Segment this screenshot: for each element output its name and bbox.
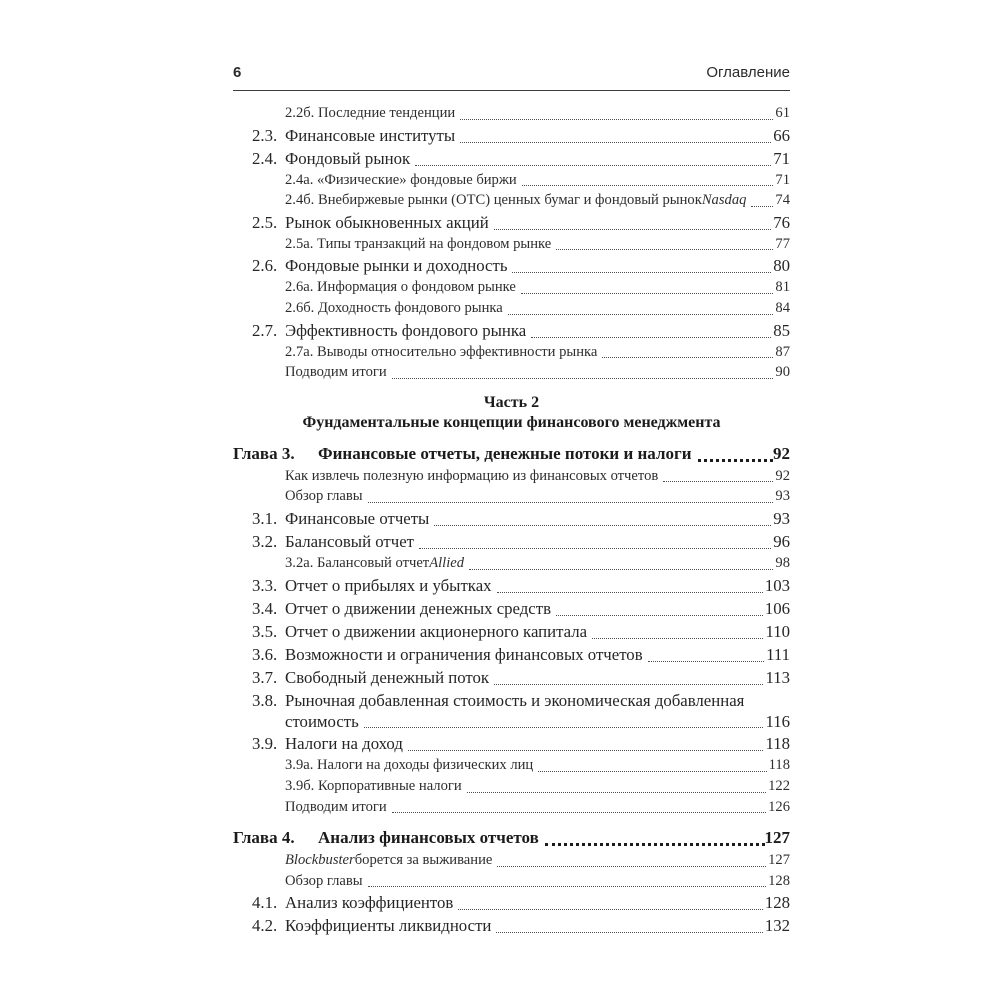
entry-page: 111 [766, 644, 790, 664]
entry-page: 81 [775, 279, 790, 296]
toc-entry [233, 486, 790, 507]
dot-leader [458, 909, 763, 910]
toc-entry [233, 643, 790, 666]
toc-entry [233, 850, 790, 871]
entry-page: 93 [775, 488, 790, 505]
dot-leader [368, 502, 774, 503]
entry-page: 77 [775, 235, 790, 252]
entry-label: Allied [429, 554, 465, 571]
entry-label: Фондовый рынок [285, 148, 411, 168]
toc-entry [233, 170, 790, 191]
entry-page: 128 [764, 893, 790, 913]
toc-entry [233, 597, 790, 620]
dot-leader [368, 886, 767, 887]
entry-label: Финансовые отчеты, денежные потоки и налоги [318, 443, 692, 463]
entry-label: 3.9б. Корпоративные налоги [285, 777, 462, 794]
dot-leader [494, 229, 772, 230]
entry-page: 132 [764, 916, 790, 936]
toc-entry [233, 776, 790, 797]
toc-entry [233, 211, 790, 234]
toc-entry [233, 277, 790, 298]
entry-page: 66 [773, 125, 790, 145]
toc-entry [233, 507, 790, 530]
dot-leader [392, 378, 774, 379]
entry-number: 4.2. [252, 916, 278, 936]
entry-label: Как извлечь полезную информацию из финансовых отчетов [285, 467, 659, 484]
entry-number: 3.3. [252, 575, 278, 595]
toc-list [233, 103, 790, 937]
dot-leader [408, 750, 764, 751]
entry-label: Отчет о прибылях и убытках [285, 575, 492, 595]
dot-leader [521, 293, 774, 294]
entry-page: 76 [773, 212, 790, 232]
dot-leader [592, 638, 763, 639]
entry-page: 74 [775, 192, 790, 209]
dot-leader [648, 661, 764, 662]
toc-entry [233, 732, 790, 755]
dot-leader [538, 771, 766, 772]
entry-page: 61 [775, 105, 790, 121]
page-number: 6 [233, 64, 242, 81]
dot-leader [512, 272, 771, 273]
entry-number: 2.6. [252, 256, 278, 276]
entry-page: 92 [775, 467, 790, 484]
entry-label: 2.6б. Доходность фондового рынка [285, 299, 503, 316]
dot-leader [415, 165, 771, 166]
entry-page: 122 [768, 777, 790, 794]
entry-number: 3.2. [252, 531, 278, 551]
entry-label: Обзор главы [285, 488, 363, 505]
entry-label: Отчет о движении акционерного капитала [285, 621, 588, 641]
entry-label: Подводим итоги [285, 364, 387, 381]
dot-leader [434, 525, 771, 526]
entry-label: Анализ коэффициентов [285, 893, 454, 913]
toc-chapter-entry [233, 826, 790, 850]
entry-label: Финансовые отчеты [285, 508, 430, 528]
part-heading: Часть 2 [483, 393, 540, 411]
toc-entry [233, 755, 790, 776]
dot-leader [460, 142, 771, 143]
toc-entry [233, 362, 790, 383]
dot-leader [545, 843, 765, 846]
entry-label: Эффективность фондового рынка [285, 320, 527, 340]
entry-page: 84 [775, 299, 790, 316]
dot-leader [556, 249, 773, 250]
entry-label: Отчет о движении денежных средств [285, 598, 552, 618]
entry-label: Финансовые институты [285, 125, 456, 145]
toc-entry [233, 254, 790, 277]
entry-page: 90 [775, 364, 790, 381]
dot-leader [698, 459, 774, 462]
entry-page: 71 [773, 148, 790, 168]
entry-number: 3.7. [252, 667, 278, 687]
toc-entry [233, 103, 790, 124]
toc-entry [233, 124, 790, 147]
entry-label: Обзор главы [285, 872, 363, 889]
part-subheading: Фундаментальные концепции финансового менеджмента [302, 413, 721, 431]
toc-entry [233, 342, 790, 363]
dot-leader [419, 548, 771, 549]
toc-entry [233, 797, 790, 818]
toc-entry-continuation [233, 712, 790, 733]
entry-label: Налоги на доход [285, 734, 403, 754]
dot-leader [392, 812, 766, 813]
entry-page: 113 [765, 667, 790, 687]
entry-number: 2.7. [252, 320, 278, 340]
toc-entry [233, 871, 790, 892]
dot-leader [751, 206, 773, 207]
entry-number: 3.5. [252, 621, 278, 641]
entry-label: Коэффициенты ликвидности [285, 916, 492, 936]
dot-leader [663, 481, 773, 482]
dot-leader [497, 866, 766, 867]
entry-page: 106 [764, 598, 790, 618]
entry-label: Возможности и ограничения финансовых отчетов [285, 644, 643, 664]
entry-label: 3.9а. Налоги на доходы физических лиц [285, 757, 534, 774]
entry-label: борется за выживание [354, 852, 493, 869]
toc-entry [233, 466, 790, 487]
entry-label: 2.4а. «Физические» фондовые биржи [285, 171, 517, 188]
entry-label: 3.2а. Балансовый отчет [285, 554, 430, 571]
toc-entry [233, 891, 790, 914]
entry-number: 2.3. [252, 125, 278, 145]
entry-page: 127 [768, 852, 790, 869]
toc-entry [233, 530, 790, 553]
entry-label: Nasdaq [701, 192, 747, 209]
entry-label: Рынок обыкновенных акций [285, 212, 489, 232]
entry-number: 3.6. [252, 644, 278, 664]
entry-label: 2.5а. Типы транзакций на фондовом рынке [285, 235, 552, 252]
entry-page: 118 [765, 734, 790, 754]
entry-number: 3.9. [252, 734, 278, 754]
entry-number: Глава 3. [233, 443, 295, 463]
toc-entry [233, 574, 790, 597]
entry-label: стоимость [285, 711, 359, 731]
toc-entry [233, 147, 790, 170]
dot-leader [460, 119, 773, 120]
entry-number: 3.1. [252, 508, 278, 528]
entry-page: 126 [768, 798, 790, 815]
book-page [233, 64, 790, 937]
entry-label: Фондовые рынки и доходность [285, 256, 508, 276]
dot-leader [494, 684, 763, 685]
toc-entry [233, 553, 790, 574]
toc-entry [233, 914, 790, 937]
dot-leader [531, 337, 771, 338]
entry-label: Свободный денежный поток [285, 667, 490, 687]
entry-label: Балансовый отчет [285, 531, 414, 551]
dot-leader [497, 592, 763, 593]
entry-label: 2.2б. Последние тенденции [285, 105, 456, 121]
dot-leader [496, 932, 762, 933]
entry-page: 128 [768, 872, 790, 889]
dot-leader [556, 615, 763, 616]
entry-label: Анализ финансовых отчетов [318, 828, 539, 848]
entry-page: 87 [775, 343, 790, 360]
entry-page: 103 [764, 575, 790, 595]
entry-label: 2.4б. Внебиржевые рынки (OTC) ценных бумаг и фондовый рынок [285, 192, 702, 209]
toc-entry [233, 319, 790, 342]
entry-number: 4.1. [252, 893, 278, 913]
running-head [233, 64, 790, 91]
entry-page: 93 [773, 508, 790, 528]
toc-chapter-entry [233, 442, 790, 466]
entry-label: 2.7а. Выводы относительно эффективности рынка [285, 343, 598, 360]
entry-page: 85 [773, 320, 790, 340]
entry-number: 3.8. [252, 690, 278, 710]
entry-page: 116 [765, 711, 790, 731]
toc-entry [233, 666, 790, 689]
entry-number: Глава 4. [233, 828, 295, 848]
entry-number: 2.4. [252, 148, 278, 168]
toc-entry [233, 298, 790, 319]
entry-page: 110 [765, 621, 790, 641]
entry-number: 3.4. [252, 598, 278, 618]
entry-page: 98 [775, 554, 790, 571]
dot-leader [467, 792, 766, 793]
toc-entry [233, 689, 790, 712]
dot-leader [602, 357, 773, 358]
toc-entry [233, 234, 790, 255]
toc-entry [233, 620, 790, 643]
entry-page: 80 [773, 256, 790, 276]
running-head-title: Оглавление [706, 64, 790, 81]
entry-page: 92 [773, 443, 790, 463]
entry-page: 96 [773, 531, 790, 551]
dot-leader [522, 185, 774, 186]
toc-entry [233, 190, 790, 211]
dot-leader [508, 314, 774, 315]
entry-number: 2.5. [252, 212, 278, 232]
entry-page: 127 [764, 828, 790, 848]
entry-label: Blockbuster [285, 852, 355, 869]
entry-page: 118 [768, 757, 790, 774]
dot-leader [469, 569, 773, 570]
entry-label: 2.6а. Информация о фондовом рынке [285, 279, 516, 296]
entry-page: 71 [775, 171, 790, 188]
dot-leader [364, 727, 764, 728]
entry-label: Рыночная добавленная стоимость и экономическая добавленная [285, 690, 745, 710]
entry-label: Подводим итоги [285, 798, 387, 815]
